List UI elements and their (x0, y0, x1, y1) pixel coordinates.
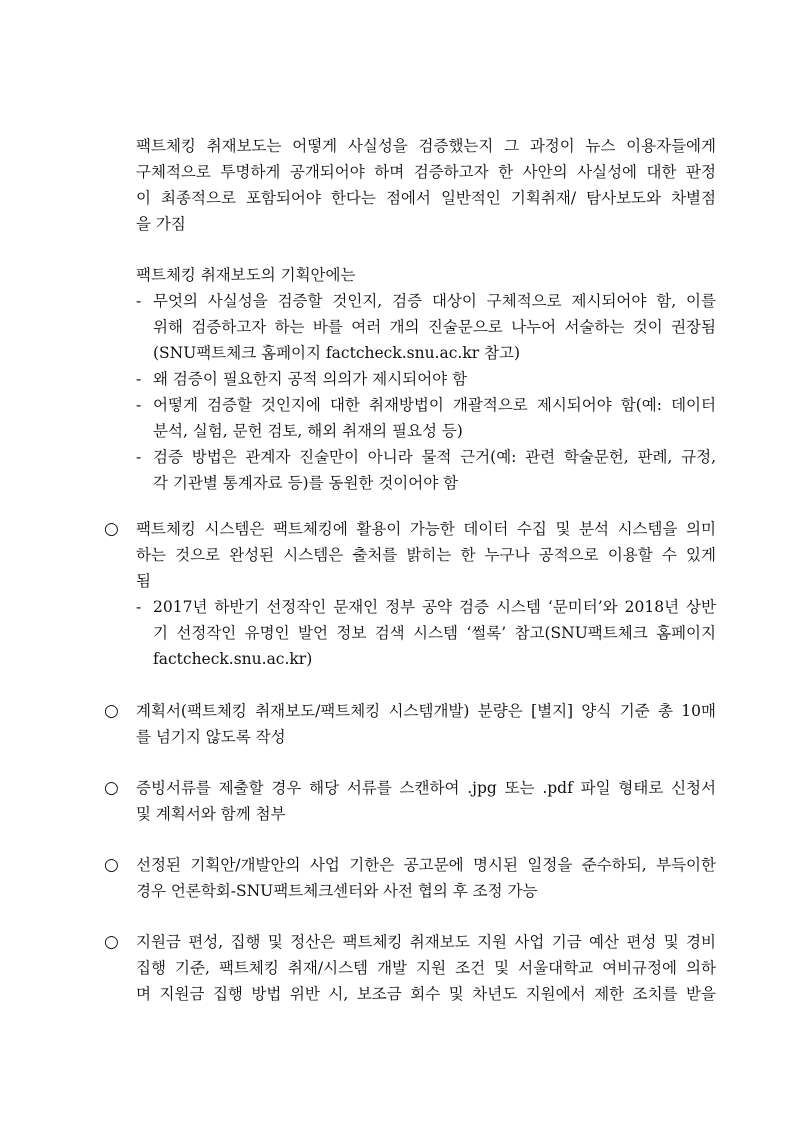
text-line: 분석, 실험, 문헌 검토, 해외 취재의 필요성 등) (153, 422, 463, 440)
circle-bullet-icon: ○ (104, 932, 119, 952)
dash-marker: - (136, 448, 142, 466)
text-line: 위해 검증하고자 하는 바를 여러 개의 진술문으로 나누어 서술하는 것이 권장됨 (153, 318, 716, 336)
circle-bullet-icon: ○ (104, 855, 119, 875)
dash-marker: - (136, 292, 142, 310)
text-line: (SNU팩트체크 홈페이지 factcheck.snu.ac.kr 참고) (153, 344, 521, 362)
circle-bullet-icon: ○ (104, 701, 119, 721)
text-line: 이 최종적으로 포함되어야 한다는 점에서 일반적인 기획취재/ 탐사보도와 차별점 (136, 189, 716, 207)
text-line: 됨 (136, 572, 151, 590)
text-line: 며 지원금 집행 방법 위반 시, 보조금 회수 및 차년도 지원에서 제한 조치를 받을 (136, 985, 716, 1003)
text-line: 기 선정작인 유명인 발언 정보 검색 시스템 ‘썰록’ 참고(SNU팩트체크 홈페이지 (153, 624, 716, 642)
circle-bullet-icon: ○ (104, 778, 119, 798)
text-line: factcheck.snu.ac.kr) (153, 650, 313, 668)
text-line: 경우 언론학회-SNU팩트체크센터와 사전 협의 후 조정 가능 (136, 882, 538, 900)
text-line: 을 가짐 (136, 215, 186, 233)
text-line: 검증 방법은 관계자 진술만이 아니라 물적 근거(예: 관련 학술문헌, 판례, 규정, (153, 448, 716, 466)
text-line: 팩트체킹 취재보도는 어떻게 사실성을 검증했는지 그 과정이 뉴스 이용자들에게 (136, 137, 716, 155)
proposal-heading: 팩트체킹 취재보도의 기획안에는 (136, 266, 356, 284)
dash-marker: - (136, 396, 142, 414)
dash-marker: - (136, 598, 142, 616)
text-line: 하는 것으로 완성된 시스템은 출처를 밝히는 한 누구나 공적으로 이용할 수 있게 (136, 546, 716, 564)
text-line: 집행 기준, 팩트체킹 취재/시스템 개발 지원 조건 및 서울대학교 여비규정에 의하 (136, 959, 716, 977)
text-line: 계획서(팩트체킹 취재보도/팩트체킹 시스템개발) 분량은 [별지] 양식 기준 총 10매 (136, 702, 716, 720)
text-line: 지원금 편성, 집행 및 정산은 팩트체킹 취재보도 지원 사업 기금 예산 편성 및 경비 (136, 933, 716, 951)
text-line: 어떻게 검증할 것인지에 대한 취재방법이 개괄적으로 제시되어야 함(예: 데이터 (153, 396, 716, 414)
circle-bullet-icon: ○ (104, 519, 119, 539)
text-line: 구체적으로 투명하게 공개되어야 하며 검증하고자 한 사안의 사실성에 대한 판정 (136, 163, 716, 181)
text-line: 팩트체킹 시스템은 팩트체킹에 활용이 가능한 데이터 수집 및 분석 시스템을 의미 (136, 520, 716, 538)
text-line: 2017년 하반기 선정작인 문재인 정부 공약 검증 시스템 ‘문미터’와 2018년 상반 (153, 598, 716, 616)
dash-marker: - (136, 370, 142, 388)
text-line: 왜 검증이 필요한지 공적 의의가 제시되어야 함 (153, 370, 468, 388)
text-line: 증빙서류를 제출할 경우 해당 서류를 스캔하여 .jpg 또는 .pdf 파일 형태로 신청서 (136, 779, 716, 797)
text-line: 선정된 기획안/개발안의 사업 기한은 공고문에 명시된 일정을 준수하되, 부득이한 (136, 856, 716, 874)
text-line: 무엇의 사실성을 검증할 것인지, 검증 대상이 구체적으로 제시되어야 함, 이를 (153, 292, 716, 310)
text-line: 각 기관별 통계자료 등)를 동원한 것이어야 함 (153, 474, 459, 492)
text-line: 를 넘기지 않도록 작성 (136, 728, 286, 746)
text-line: 및 계획서와 함께 첨부 (136, 805, 286, 823)
